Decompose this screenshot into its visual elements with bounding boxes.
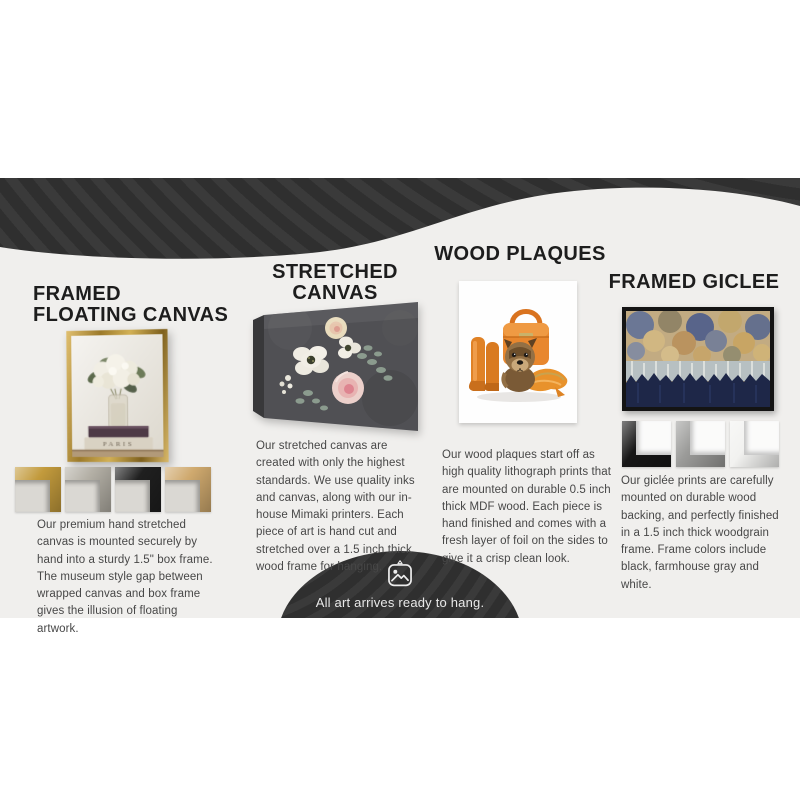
frame-swatch-farmhouse-gray	[676, 421, 725, 467]
paris-floral-painting	[71, 334, 163, 457]
section-description-stretched-canvas: Our stretched canvas are created with only the highest standards. We use quality inks and canvas, along with our in-house Mimaki printers. Each piece of art is hand cut and stretched over a 1.5 inch thick wood frame for hanging.	[256, 440, 415, 573]
section-description-framed-giclee: Our giclée prints are carefully mounted on durable wood backing, and perfectly finished in a 1.5 inch thick woodgrain frame. Frame colors include black, farmhouse gray and white.	[621, 475, 779, 591]
heading-line: WOOD PLAQUES	[434, 243, 606, 265]
section-heading-wood-plaques	[420, 244, 620, 265]
frame-swatch-natural-gold	[165, 467, 211, 512]
heading-line: FRAMED	[33, 283, 121, 305]
book-spine-title: PARIS	[102, 441, 135, 449]
frame-swatch-white	[730, 421, 779, 467]
frame-swatch-pewter	[65, 467, 111, 512]
canvas-inset	[744, 421, 779, 455]
floater-frame-color-options	[15, 467, 211, 512]
section-description-wood-plaques: Our wood plaques start off as high quality lithograph prints that are mounted on durable 0.5 inch thick MDF wood. Each piece is hand finished and comes with a fresh layer of foil on the sides to give it a crisp clean look.	[442, 449, 612, 565]
framed-floating-canvas-artwork	[66, 329, 168, 462]
canvas-inset	[690, 421, 725, 455]
canvas-inset	[115, 480, 150, 512]
charcoal-floral-canvas	[250, 298, 422, 438]
heading-line: STRETCHED	[272, 261, 398, 283]
frame-swatch-black	[115, 467, 161, 512]
heading-line: FRAMED GICLEE	[608, 271, 780, 293]
abstract-blue-gold-painting	[626, 311, 770, 407]
frame-swatch-gold	[15, 467, 61, 512]
ready-to-hang-message: All art arrives ready to hang.	[315, 595, 485, 610]
stretched-canvas-artwork	[250, 298, 422, 438]
section-description-framed-floating-canvas: Our premium hand stretched canvas is mounted securely by hand into a sturdy 1.5" box frame. The museum style gap between wrapped canvas and box frame gives the illusion of floating artwork.	[37, 519, 213, 635]
canvas-inset	[15, 480, 50, 512]
section-heading-framed-floating-canvas	[33, 284, 228, 326]
frame-swatch-black	[622, 421, 671, 467]
canvas-inset	[65, 480, 100, 512]
canvas-inset	[636, 421, 671, 455]
framed-giclee-artwork	[622, 307, 774, 411]
floater-gap	[71, 334, 163, 457]
section-heading-framed-giclee	[604, 272, 784, 293]
heading-line: CANVAS	[292, 282, 378, 304]
yorkie-orange-accessories-print	[459, 281, 577, 423]
canvas-inset	[165, 480, 200, 512]
wood-plaque-artwork	[459, 281, 577, 423]
giclee-frame-color-options	[622, 421, 779, 467]
heading-line: FLOATING CANVAS	[33, 304, 229, 326]
